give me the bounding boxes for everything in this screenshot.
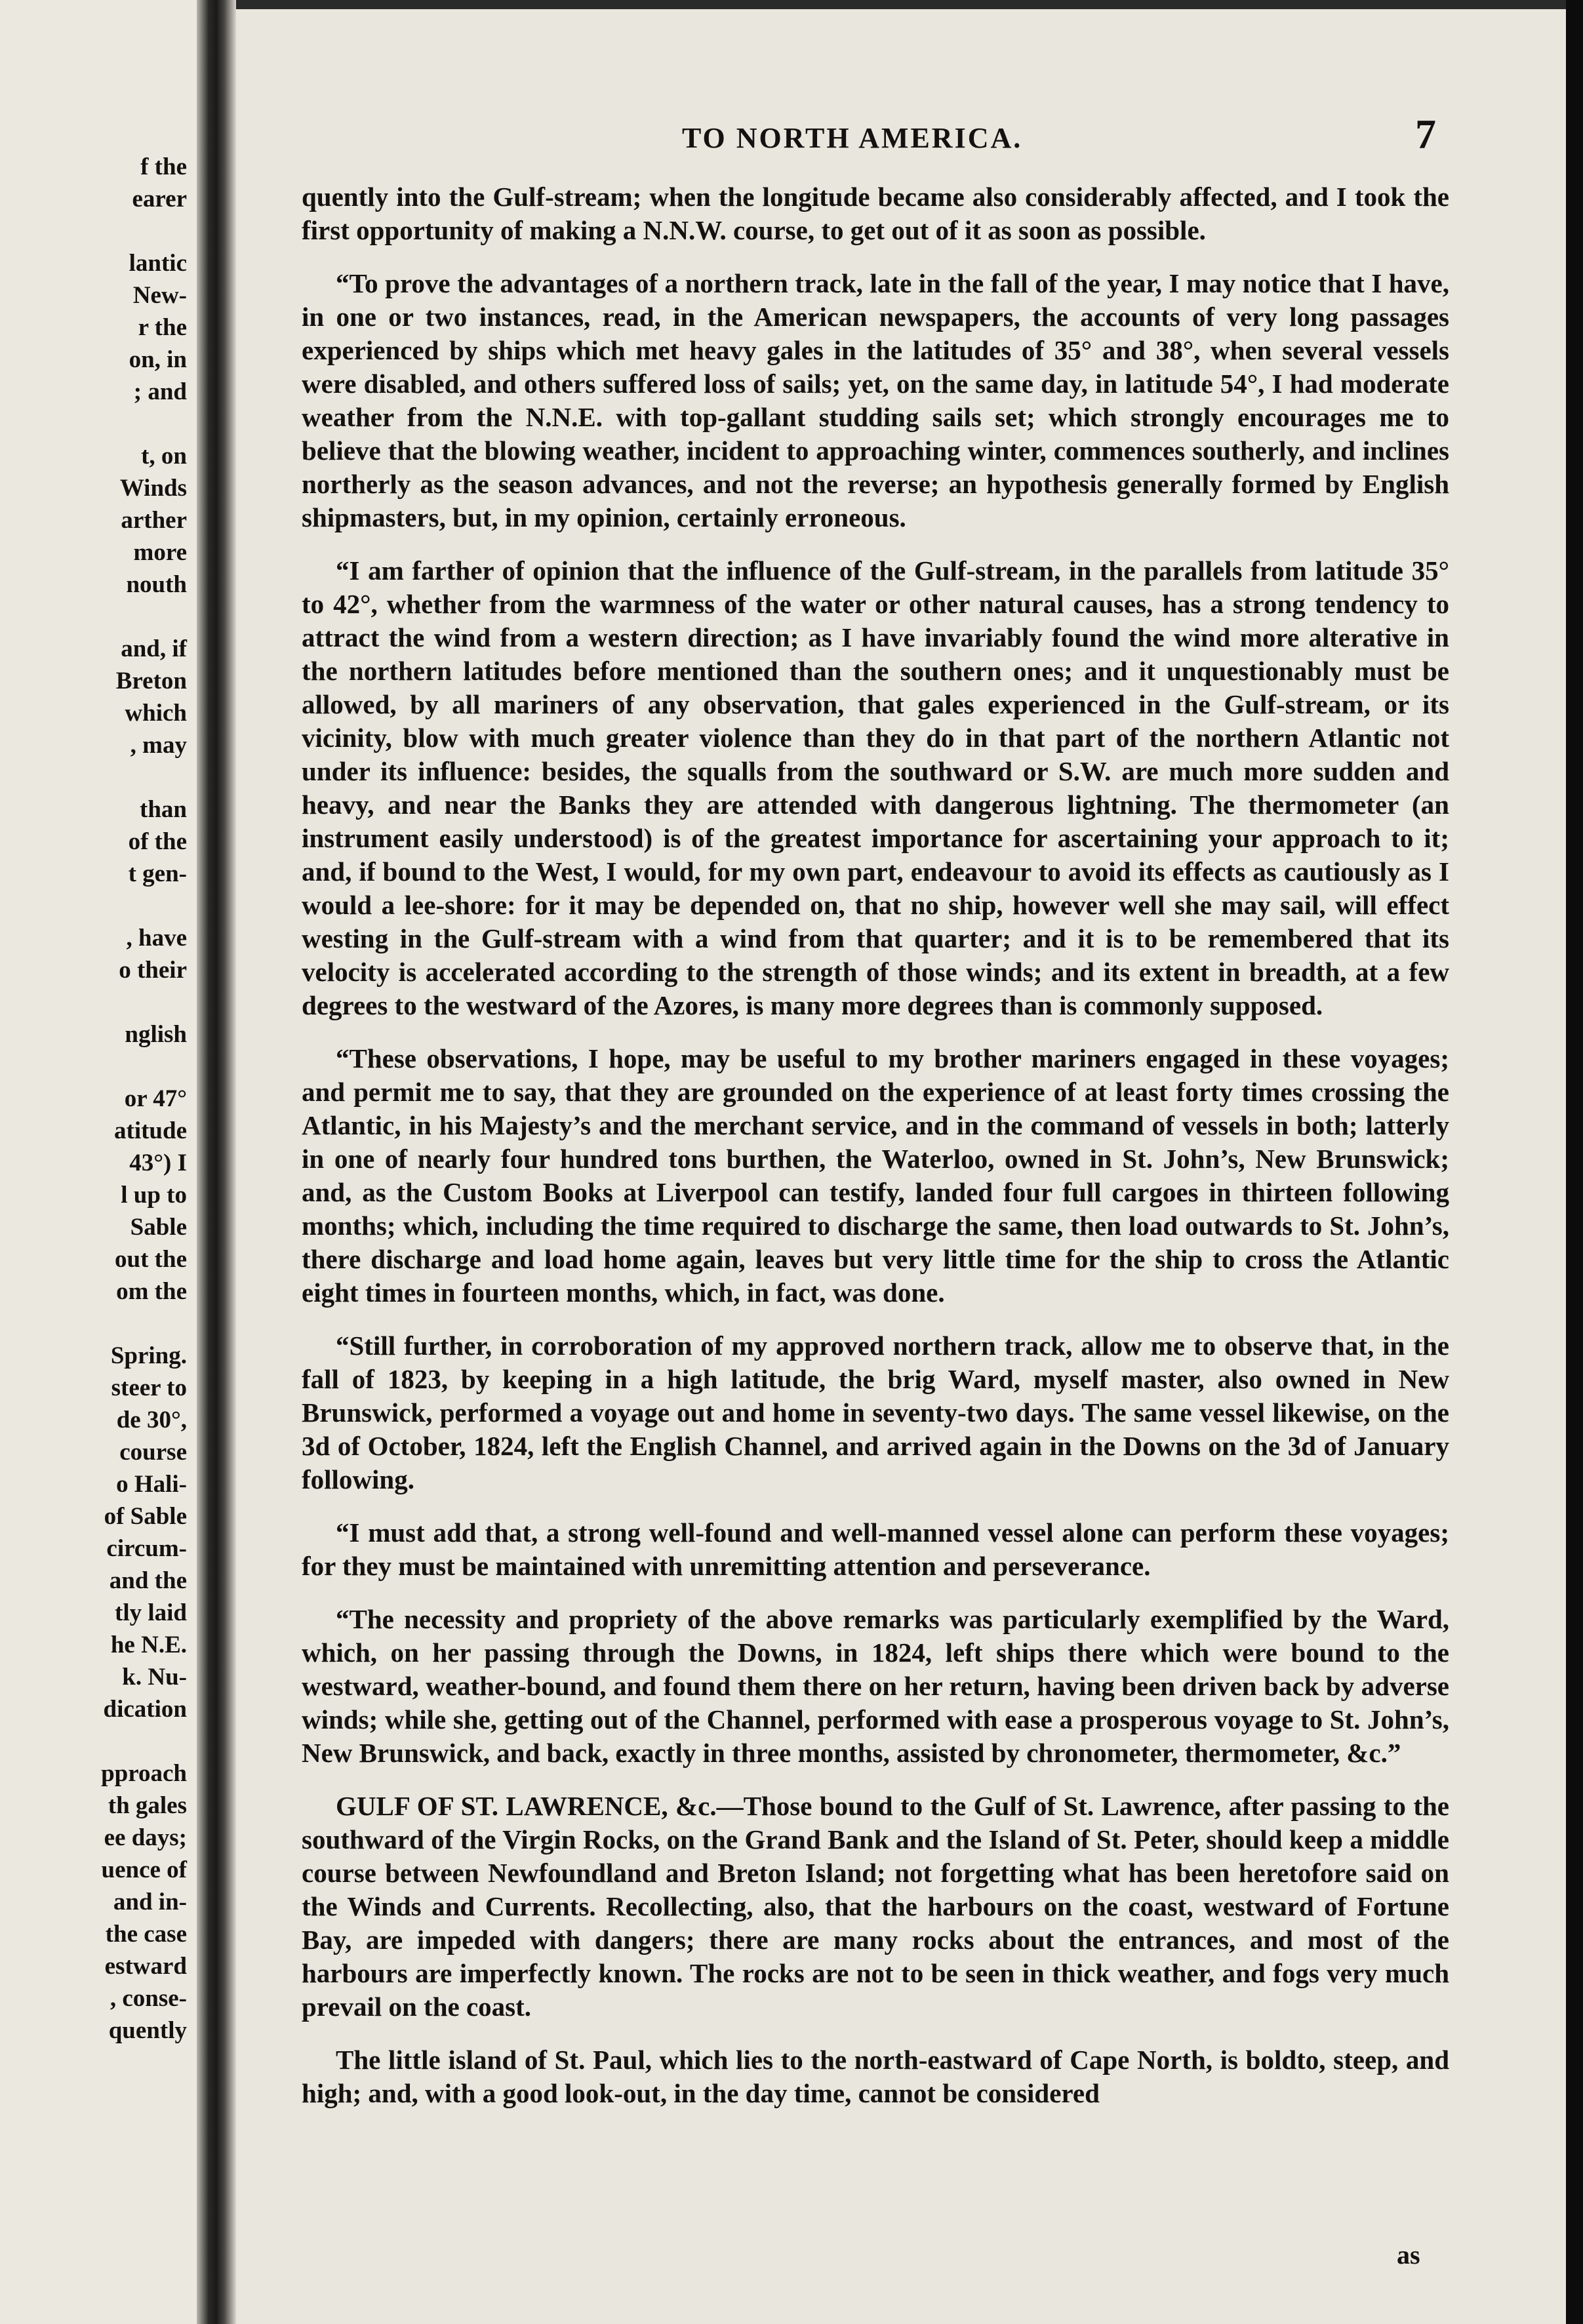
- scan-right-edge: [1566, 0, 1583, 2324]
- left-fragment-line: lantic: [129, 250, 187, 277]
- left-fragment-line: [0, 1051, 187, 1083]
- left-fragment-line: Winds: [119, 475, 187, 502]
- left-fragment-line: f the: [140, 153, 187, 180]
- left-fragment-line: , may: [130, 732, 187, 759]
- catchword: as: [1397, 2240, 1420, 2270]
- left-fragment-line: t gen-: [128, 860, 187, 887]
- paragraph-3: “I am farther of opinion that the influence of the Gulf-stream, in the parallels from latitude 35° to 42°, whether from the warmness of the water or other natural causes, has a strong tendency to attract the wind from a western direction; as I have invariably found the wind more alterative in the northern latitudes before mentioned than the southern ones; and it unquestionably must be allowed, by all mariners of any observation, that gales experienced in the Gulf-stream, or its vicinity, blow with much greater violence than they do in that part of the northern Atlantic not under its influence: besides, the squalls from the southward or S.W. are much more sudden and heavy, and near the Banks they are attended with dangerous lightning. The thermometer (an instrument easily understood) is of the greatest importance for ascertaining your approach to it; and, if bound to the West, I would, for my own part, endeavour to avoid its effects as cautiously as I would a lee-shore: for it may be depended on, that no ship, however well she may sail, will effect westing in the Gulf-stream with a wind from that quarter; and it is to be remembered that its velocity is accelerated according to the strength of those winds; and its extent in breadth, at a few degrees to the westward of the Azores, is many more degrees than is commonly supposed.: [302, 555, 1449, 1020]
- left-fragment-line: [0, 1308, 187, 1340]
- left-fragment-line: more: [133, 539, 187, 566]
- left-fragment-line: o Hali-: [116, 1471, 187, 1498]
- page-body: [302, 180, 1449, 2130]
- left-fragment-line: 43°) I: [129, 1150, 187, 1176]
- running-head: TO NORTH AMERICA.: [682, 122, 1023, 154]
- left-fragment-line: k. Nu-: [122, 1664, 187, 1691]
- left-fragment-line: of Sable: [104, 1503, 187, 1530]
- left-fragment-line: de 30°,: [116, 1407, 187, 1433]
- left-fragment-line: ee days;: [104, 1824, 187, 1851]
- paragraph-1: quently into the Gulf-stream; when the longitude became also considerably affected, and I took the first opportunity of making a N.N.W. course, to get out of it as soon as possible.: [302, 182, 1449, 245]
- left-fragment-line: circum-: [106, 1535, 187, 1562]
- left-fragment-line: nglish: [125, 1021, 187, 1048]
- left-fragment-line: quently: [108, 2017, 187, 2044]
- left-fragment-line: and in-: [113, 1889, 187, 1915]
- left-fragment-line: [0, 408, 187, 440]
- left-fragment-line: of the: [128, 828, 187, 855]
- left-fragment-line: he N.E.: [110, 1632, 187, 1658]
- left-fragment-line: course: [119, 1439, 187, 1466]
- paragraph-9: The little island of St. Paul, which lies to the north-eastward of Cape North, is boldto, steep, and high; and, with a good look-out, in the day time, cannot be considered: [302, 2045, 1449, 2108]
- left-fragment-line: ; and: [133, 378, 187, 405]
- left-fragment-line: atitude: [114, 1117, 187, 1144]
- left-fragment-line: which: [125, 700, 187, 727]
- left-fragment-line: o their: [119, 957, 187, 984]
- left-fragment-line: [0, 215, 187, 247]
- left-fragment-line: on, in: [129, 346, 187, 373]
- left-fragment-line: Sable: [130, 1214, 187, 1241]
- left-fragment-line: t, on: [141, 443, 187, 470]
- left-fragment-line: nouth: [126, 571, 187, 598]
- left-fragment-line: [0, 890, 187, 922]
- left-fragment-line: , conse-: [110, 1985, 187, 2012]
- left-fragment-line: estward: [104, 1953, 187, 1980]
- paragraph-8: GULF OF ST. LAWRENCE, &c.—Those bound to the Gulf of St. Lawrence, after passing to the southward of the Virgin Rocks, on the Grand Bank and the Island of St. Peter, should keep a middle course between Newfoundland and Breton Island; not forgetting what has been heretofore said on the Winds and Currents. Recollecting, also, that the harbours on the coast, westward of Fortune Bay, are impeded with dangers; there are many rocks about the entrances, and most of the harbours are imperfectly known. The rocks are not to be seen in thick weather, and fogs very much prevail on the coast.: [302, 1791, 1449, 2022]
- left-fragment-line: New-: [132, 282, 187, 309]
- left-fragment-line: than: [140, 796, 187, 823]
- left-fragment-line: , have: [126, 925, 187, 952]
- paragraph-4: “These observations, I hope, may be useful to my brother mariners engaged in these voyages; and permit me to say, that they are grounded on the experience of at least forty times crossing the Atlantic, in his Majesty’s and the merchant service, and in the command of vessels in both; latterly in one of nearly four hundred tons burthen, the Waterloo, owned in St. John’s, New Brunswick; and, as the Custom Books at Liverpool can testify, landed four full cargoes in thirteen following months; which, including the time required to discharge the same, then load outwards to St. John’s, there discharge and load home again, leaves but very little time for the ship to cross the Atlantic eight times in fourteen months, which, in fact, was done.: [302, 1043, 1449, 1308]
- left-fragment-line: arther: [121, 507, 187, 534]
- left-fragment-line: dication: [103, 1696, 187, 1723]
- left-fragment-line: pproach: [101, 1760, 187, 1787]
- left-fragment-line: the case: [105, 1921, 187, 1948]
- left-fragment-line: out the: [115, 1246, 187, 1273]
- left-fragment-line: [0, 761, 187, 793]
- paragraph-6: “I must add that, a strong well-found and well-manned vessel alone can perform these voyages; for they must be maintained with unremitting attention and perseverance.: [302, 1517, 1449, 1581]
- paragraph-7: “The necessity and propriety of the above remarks was particularly exemplified by the Ward, which, on her passing through the Downs, in 1824, left ships there which were bound to the westward, weather-bound, and found them there on her return, having been driven back by adverse winds; while she, getting out of the Channel, performed with ease a prosperous voyage to St. John’s, New Brunswick, and back, exactly in three months, assisted by chronometer, thermometer, &c.”: [302, 1604, 1449, 1768]
- left-fragment-line: Spring.: [110, 1342, 187, 1369]
- left-fragment-line: th gales: [108, 1792, 187, 1819]
- left-fragment-line: Breton: [115, 668, 187, 694]
- page-number: 7: [1415, 111, 1436, 157]
- left-fragment-line: steer to: [111, 1374, 187, 1401]
- book-gutter: [197, 0, 236, 2324]
- left-fragment-line: tly laid: [115, 1599, 187, 1626]
- left-fragment-line: om the: [116, 1278, 187, 1305]
- left-page-edge: [0, 0, 209, 2324]
- left-page-fragments: [0, 151, 187, 2047]
- paragraph-5: “Still further, in corroboration of my approved northern track, allow me to observe that, in the fall of 1823, by keeping in a high latitude, the brig Ward, myself master, also owned in New Brunswick, performed a voyage out and home in seventy-two days. The same vessel likewise, on the 3d of October, 1824, left the English Channel, and arrived again in the Downs on the 3d of January following.: [302, 1331, 1449, 1494]
- left-fragment-line: earer: [132, 186, 187, 212]
- left-fragment-line: [0, 601, 187, 633]
- left-fragment-line: [0, 986, 187, 1018]
- left-fragment-line: and the: [109, 1567, 187, 1594]
- scan-top-edge: [0, 0, 1583, 9]
- left-fragment-line: or 47°: [124, 1085, 187, 1112]
- left-fragment-line: and, if: [121, 635, 187, 662]
- left-fragment-line: l up to: [121, 1182, 187, 1209]
- left-fragment-line: [0, 1725, 187, 1757]
- left-fragment-line: uence of: [101, 1856, 187, 1883]
- paragraph-2: “To prove the advantages of a northern track, late in the fall of the year, I may notice that I have, in one or two instances, read, in the American newspapers, the accounts of very long passages experienced by ships which met heavy gales in the latitudes of 35° and 38°, when several vessels were disabled, and others suffered loss of sails; yet, on the same day, in latitude 54°, I had moderate weather from the N.N.E. with top-gallant studding sails set; which strongly encourages me to believe that the blowing weather, incident to approaching winter, commences southerly, and inclines northerly as the season advances, and not the reverse; an hypothesis generally formed by English shipmasters, but, in my opinion, certainly erroneous.: [302, 268, 1449, 532]
- left-fragment-line: r the: [138, 314, 187, 341]
